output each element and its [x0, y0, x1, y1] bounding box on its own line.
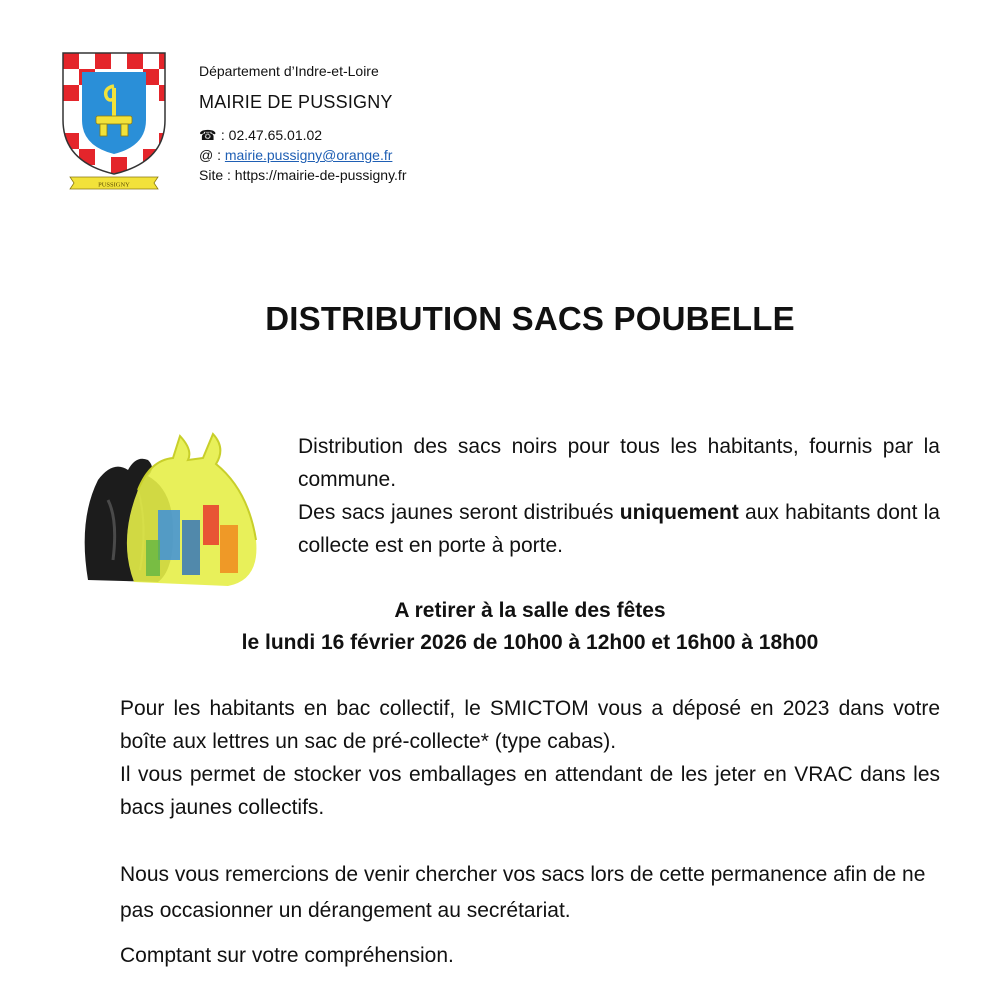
intro-emphasis: uniquement	[619, 501, 739, 524]
email-prefix: @ :	[199, 147, 221, 163]
garbage-bags-image	[78, 430, 268, 590]
page-title: DISTRIBUTION SACS POUBELLE	[265, 300, 795, 337]
phone-number: : 02.47.65.01.02	[220, 127, 323, 143]
closing-line: Comptant sur votre compréhension.	[120, 944, 454, 967]
thanks-paragraph: Nous vous remercions de venir chercher vos sacs lors de cette permanence afin de ne pas occasionner un dérangement au secrétariat.	[120, 863, 926, 922]
pickup-date: le lundi 16 février 2026 de 10h00 à 12h00 et 16h00 à 18h00	[241, 631, 819, 654]
letterhead	[199, 60, 406, 185]
phone-line	[199, 125, 406, 145]
crest-banner-text: PUSSIGNY	[98, 181, 130, 189]
commune-crest	[58, 50, 170, 192]
intro-text	[298, 430, 940, 562]
intro-yellow-bags	[298, 496, 940, 562]
body-paragraph-2: Il vous permet de stocker vos emballages en attendant de les jeter en VRAC dans les bacs jaunes collectifs.	[120, 763, 940, 819]
intro-yellow-text-before: Des sacs jaunes seront distribués	[298, 501, 614, 524]
email-line	[199, 145, 406, 165]
email-link[interactable]: mairie.pussigny@orange.fr	[224, 147, 393, 163]
intro-black-bags: Distribution des sacs noirs pour tous les habitants, fournis par la commune.	[298, 435, 940, 491]
collective-bin-info	[120, 692, 940, 824]
site-line: Site : https://mairie-de-pussigny.fr	[199, 167, 407, 183]
mairie-name: MAIRIE DE PUSSIGNY	[199, 92, 393, 112]
department-name: Département d’Indre-et-Loire	[199, 63, 379, 79]
pickup-place: A retirer à la salle des fêtes	[394, 599, 666, 622]
pickup-info	[0, 595, 1000, 659]
body-paragraph-1: Pour les habitants en bac collectif, le SMICTOM vous a déposé en 2023 dans votre boîte aux lettres un sac de pré-collecte* (type cabas).	[120, 697, 940, 753]
telephone-icon: ☎	[199, 127, 217, 143]
intro-yellow-text-after: aux habitants dont la collecte est en porte à porte.	[298, 501, 940, 557]
